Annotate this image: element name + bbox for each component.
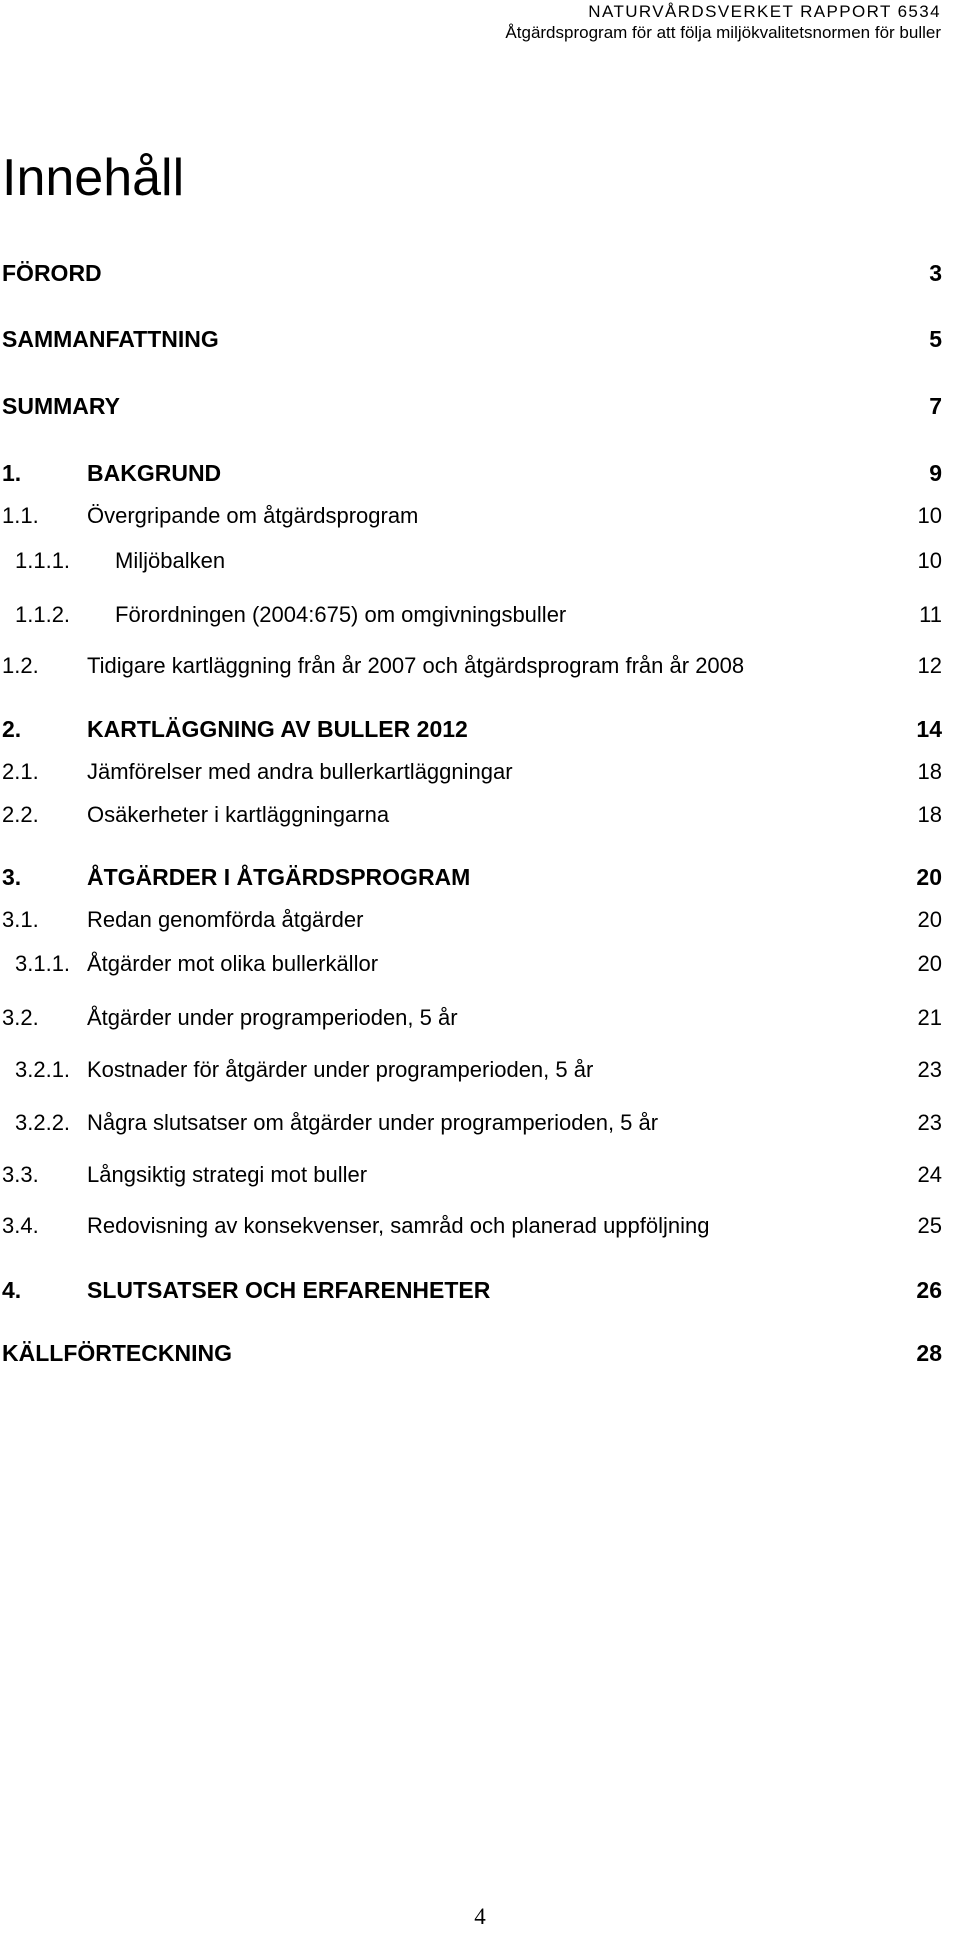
toc-entry-text: Övergripande om åtgärdsprogram bbox=[87, 503, 419, 528]
toc-entry-page: 3 bbox=[929, 259, 942, 286]
toc-entry-number: 2.1. bbox=[2, 759, 39, 784]
toc-entry-page: 10 bbox=[917, 548, 942, 573]
toc-entry-text: ÅTGÄRDER I ÅTGÄRDSPROGRAM bbox=[87, 863, 471, 890]
toc-entry-number: 3.1. bbox=[2, 907, 39, 932]
toc-entry[interactable] bbox=[2, 650, 942, 682]
toc-entry-text: Några slutsatser om åtgärder under programperioden, 5 år bbox=[87, 1110, 659, 1135]
toc-entry-text: Jämförelser med andra bullerkartläggningar bbox=[87, 759, 513, 784]
toc-entry-page: 11 bbox=[919, 602, 942, 627]
toc-entry-text: SLUTSATSER OCH ERFARENHETER bbox=[87, 1276, 491, 1303]
toc-entry-page: 20 bbox=[917, 951, 942, 976]
toc-entry-number: 1.2. bbox=[2, 653, 39, 678]
toc-entry-number: 3.4. bbox=[2, 1213, 39, 1238]
toc-entry[interactable] bbox=[2, 799, 942, 831]
toc-entry-page: 23 bbox=[917, 1057, 942, 1082]
toc-entry-number: 3.3. bbox=[2, 1162, 39, 1187]
toc-entry[interactable] bbox=[2, 1159, 942, 1191]
toc-entry-text: BAKGRUND bbox=[87, 459, 222, 486]
toc-entry[interactable] bbox=[2, 904, 942, 936]
toc-entry-page: 20 bbox=[916, 863, 942, 890]
toc-entry[interactable] bbox=[2, 257, 942, 289]
toc-entry-number: 3.2.1. bbox=[15, 1057, 71, 1082]
toc-entry-text: Långsiktig strategi mot buller bbox=[87, 1162, 368, 1187]
toc-entry[interactable] bbox=[2, 545, 942, 577]
toc-entry-page: 18 bbox=[917, 759, 942, 784]
toc-entry-text: Kostnader för åtgärder under programperioden, 5 år bbox=[87, 1057, 594, 1082]
toc-entry[interactable] bbox=[2, 599, 942, 631]
toc-entry-text: Åtgärder mot olika bullerkällor bbox=[87, 951, 379, 976]
toc-entry-page: 26 bbox=[916, 1276, 942, 1303]
toc-entry[interactable] bbox=[2, 713, 942, 745]
toc-entry-page: 24 bbox=[917, 1162, 942, 1187]
toc-entry-page: 12 bbox=[917, 653, 942, 678]
toc-entry-number: 3.1.1. bbox=[15, 951, 71, 976]
page-number: 4 bbox=[474, 1904, 486, 1929]
toc-entry-number: 4. bbox=[2, 1276, 22, 1303]
toc-entry-text: Tidigare kartläggning från år 2007 och åtgärdsprogram från år 2008 bbox=[87, 653, 745, 678]
toc-entry-page: 23 bbox=[917, 1110, 942, 1135]
toc-entry-number: 2. bbox=[2, 715, 22, 742]
toc-entry[interactable] bbox=[2, 756, 942, 788]
toc-entry-page: 20 bbox=[917, 907, 942, 932]
toc-entry-text: Redan genomförda åtgärder bbox=[87, 907, 364, 932]
toc-entry-page: 9 bbox=[929, 459, 942, 486]
page-title: Innehåll bbox=[2, 149, 185, 207]
toc-entry[interactable] bbox=[2, 861, 942, 893]
toc-entry-text: FÖRORD bbox=[2, 259, 102, 286]
toc-entry[interactable] bbox=[2, 948, 942, 980]
report-title: Åtgärdsprogram för att följa miljökvalitetsnormen för buller bbox=[505, 23, 941, 42]
toc-entry[interactable] bbox=[2, 1210, 942, 1242]
toc-entry-number: 2.2. bbox=[2, 802, 39, 827]
toc-entry-number: 1. bbox=[2, 459, 22, 486]
toc-entry-page: 18 bbox=[917, 802, 942, 827]
toc-entry-text: Redovisning av konsekvenser, samråd och planerad uppföljning bbox=[87, 1213, 710, 1238]
toc-entry-text: SAMMANFATTNING bbox=[2, 325, 219, 352]
toc-entry-page: 28 bbox=[916, 1339, 942, 1366]
toc-entry-text: Åtgärder under programperioden, 5 år bbox=[87, 1005, 458, 1030]
toc-entry-number: 1.1.1. bbox=[15, 548, 71, 573]
toc-entry[interactable] bbox=[2, 500, 942, 532]
toc-entry-page: 14 bbox=[916, 715, 942, 742]
toc-entry-number: 3.2. bbox=[2, 1005, 39, 1030]
toc-entry[interactable] bbox=[2, 1002, 942, 1034]
toc-entry[interactable] bbox=[2, 1107, 942, 1139]
toc-entry-text: SUMMARY bbox=[2, 392, 120, 419]
toc-entry-text: KARTLÄGGNING AV BULLER 2012 bbox=[87, 715, 468, 742]
toc-entry[interactable] bbox=[2, 1054, 942, 1086]
toc-entry-text: Osäkerheter i kartläggningarna bbox=[87, 802, 390, 827]
toc-entry[interactable] bbox=[2, 1337, 942, 1369]
toc-entry-text: Miljöbalken bbox=[115, 548, 226, 573]
toc-entry-number: 3. bbox=[2, 863, 22, 890]
toc-entry-page: 5 bbox=[929, 325, 942, 352]
toc-entry-page: 7 bbox=[929, 392, 942, 419]
report-series: NATURVÅRDSVERKET RAPPORT 6534 bbox=[588, 2, 941, 21]
toc-entry-number: 3.2.2. bbox=[15, 1110, 71, 1135]
toc-entry-page: 10 bbox=[917, 503, 942, 528]
toc-entry[interactable] bbox=[2, 457, 942, 489]
toc-entry[interactable] bbox=[2, 1274, 942, 1306]
toc-entry[interactable] bbox=[2, 323, 942, 355]
running-header bbox=[505, 2, 941, 44]
toc-entry-text: KÄLLFÖRTECKNING bbox=[2, 1339, 232, 1366]
toc-entry-number: 1.1.2. bbox=[15, 602, 71, 627]
toc-entry-text: Förordningen (2004:675) om omgivningsbuller bbox=[115, 602, 567, 627]
toc-entry-page: 25 bbox=[917, 1213, 942, 1238]
toc-entry[interactable] bbox=[2, 390, 942, 422]
toc-entry-number: 1.1. bbox=[2, 503, 39, 528]
toc-entry-page: 21 bbox=[917, 1005, 942, 1030]
